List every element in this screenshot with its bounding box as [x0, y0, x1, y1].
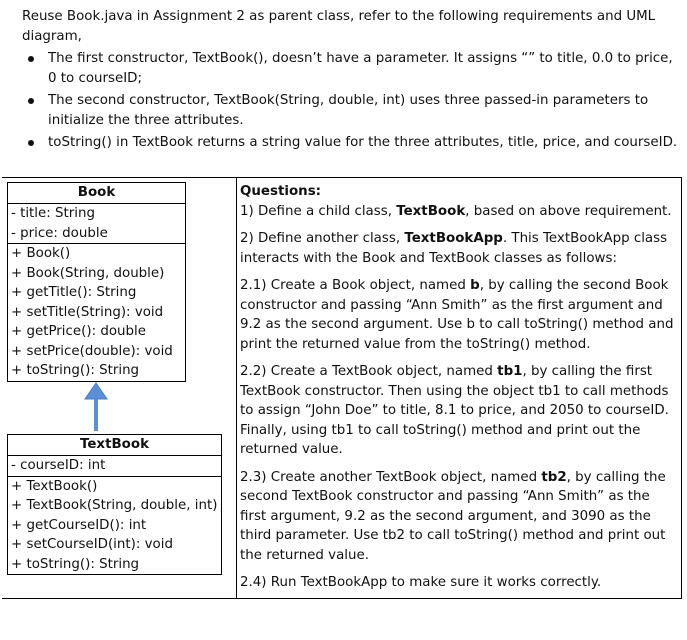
bullet-icon [28, 56, 34, 62]
method: + Book() [11, 246, 71, 261]
textbook-class-box [7, 434, 222, 575]
table-right-border [681, 177, 682, 599]
requirements-list [22, 49, 682, 153]
question-1: 1) Define a child class, TextBook, based on above requirement. [240, 203, 672, 219]
table-divider [236, 177, 237, 599]
table-top-border [2, 177, 682, 178]
question-2-3: 2.3) Create another TextBook object, named tb2, by calling the second TextBook constructor and passing “Ann Smith” as the first argument, 9.2 as the second argument, and 3090 as the third parameter. Use tb2 to call toString() method and print out the returned value. [240, 469, 666, 563]
book-methods [8, 244, 185, 381]
book-attributes [8, 204, 185, 244]
bullet-icon [28, 98, 34, 104]
book-class-box [7, 182, 186, 382]
textbook-methods [8, 477, 221, 575]
table-bottom-border [2, 598, 682, 599]
method: + getTitle(): String [11, 285, 137, 300]
method: + Book(String, double) [11, 265, 165, 281]
questions-section [240, 182, 676, 593]
method: + toString(): String [11, 363, 140, 378]
bullet-icon [28, 140, 34, 146]
method: + TextBook(String, double, int) [11, 498, 218, 513]
method: + setCourseID(int): void [11, 537, 173, 552]
intro-section [22, 7, 682, 153]
requirement-item: The first constructor, TextBook(), doesn’t have a parameter. It assigns “” to title, 0.0 to price, 0 to courseID; [22, 49, 682, 89]
method: + getCourseID(): int [11, 517, 147, 533]
question-2-4: 2.4) Run TextBookApp to make sure it works correctly. [240, 575, 602, 590]
questions-heading: Questions: [240, 184, 322, 199]
book-class-name: Book [8, 183, 185, 204]
method: + setPrice(double): void [11, 343, 173, 359]
method: + TextBook() [11, 478, 98, 494]
method: + toString(): String [11, 556, 140, 572]
textbook-class-name: TextBook [8, 435, 221, 456]
attribute: - title: String [11, 206, 95, 221]
requirement-item: toString() in TextBook returns a string value for the three attributes, title, price, and courseID. [22, 133, 682, 153]
question-2-1: 2.1) Create a Book object, named b, by calling the second Book constructor and passing “Ann Smith” as the first argument and 9.2 as the second argument. Use b to call toString() method and print the returned value from the toString() method. [240, 278, 674, 352]
method: + setTitle(String): void [11, 304, 164, 320]
question-2: 2) Define another class, TextBookApp. This TextBookApp class interacts with the Book and TextBook classes as follows: [240, 231, 668, 266]
attribute: - price: double [11, 225, 108, 241]
inheritance-arrow-icon [83, 382, 109, 432]
question-2-2: 2.2) Create a TextBook object, named tb1, by calling the first TextBook constructor. Then using the object tb1 to call methods to assign “John Doe” to title, 8.1 to price, and 2050 to courseID. Finally, using tb1 to call toString() method and print out the returned value. [240, 364, 669, 457]
textbook-attributes [8, 456, 221, 477]
intro-lead: Reuse Book.java in Assignment 2 as parent class, refer to the following requirements and UML diagram, [22, 9, 656, 44]
method: + getPrice(): double [11, 324, 146, 339]
attribute: - courseID: int [11, 458, 106, 473]
requirement-item: The second constructor, TextBook(String, double, int) uses three passed-in parameters to initialize the three attributes. [22, 91, 682, 131]
